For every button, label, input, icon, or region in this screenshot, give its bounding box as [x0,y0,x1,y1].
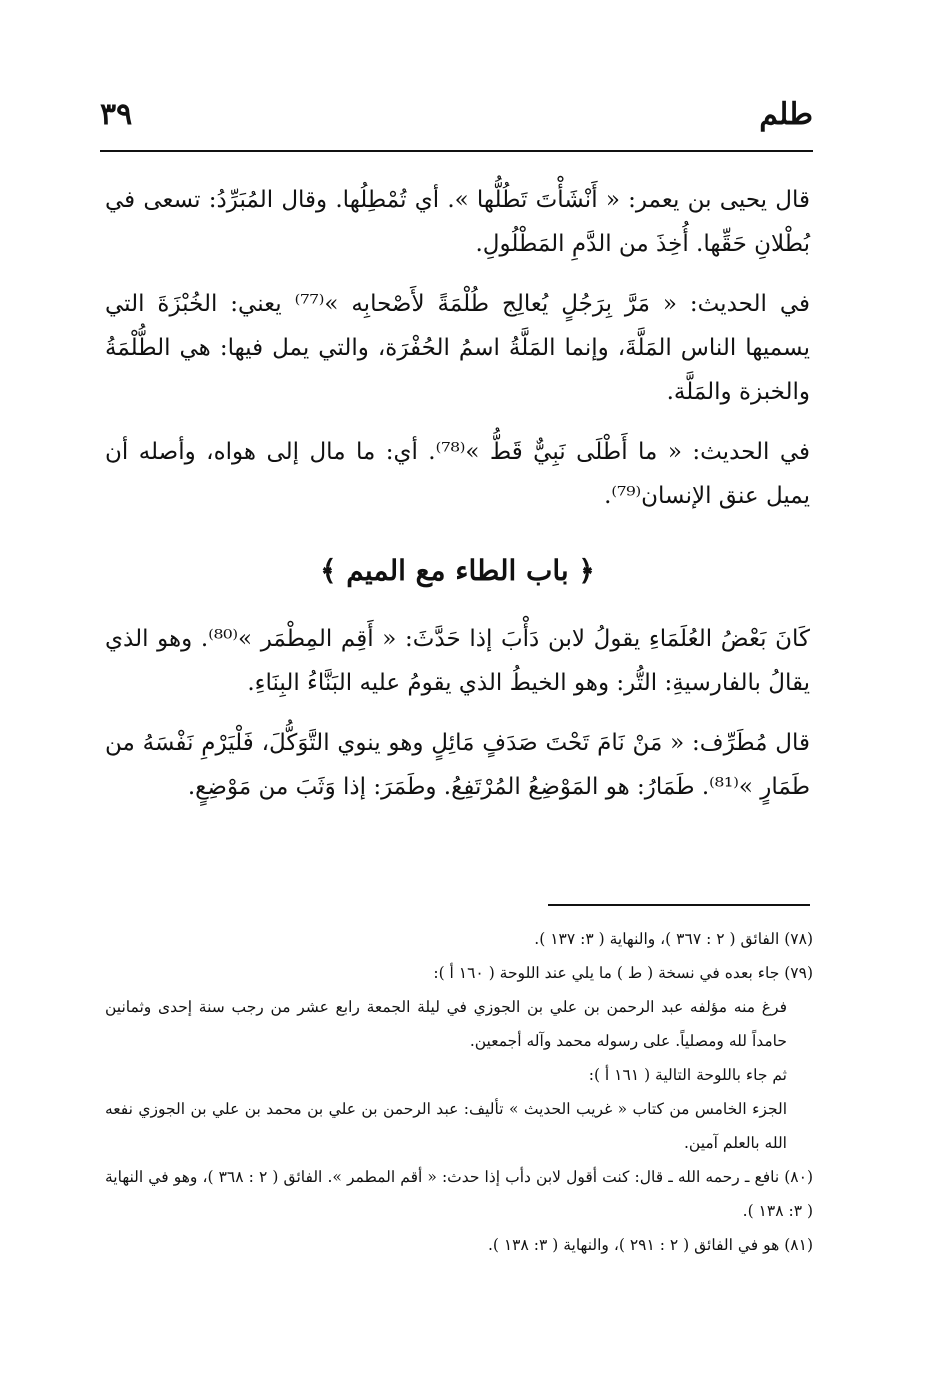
footnote-quote: فرغ منه مؤلفه عبد الرحمن بن علي بن الجوزي في ليلة الجمعة رابع عشر من رجب سنة إحدى وثمانين حامداً لله ومصلياً. على رسوله محمد وآله أجمعين. [105,998,787,1050]
footnote: (٧٨) الفائق ( ٢ : ٣٦٧ )، والنهاية ( ٣: ١٣٧ ). [534,930,813,948]
footnote: (٧٩) جاء بعده في نسخة ( ط ) ما يلي عند اللوحة ( ١٦٠ أ ): [433,964,813,982]
footnote-quote: الجزء الخامس من كتاب « غريب الحديث » تأليف: عبد الرحمن بن علي بن محمد بن علي بن الجوزي نفعه الله بالعلم آمين. [105,1100,787,1152]
section-title: ﴿ باب الطاء مع الميم ﴾ [320,554,595,587]
page-number: ٣٩ [100,96,133,132]
paragraph: في الحديث: « مَرَّ بِرَجُلٍ يُعالِج طُلْمَةً لأَصْحابِه »⁽⁷⁷⁾ يعني: الخُبْزَةَ التي يسميها الناس المَلَّةَ، وإنما المَلَّةُ اسمُ الحُفْرَة، والتي يمل فيها: هي الطُّلْمَةُ والخبزة والمَلَّة. [105,291,810,405]
footnote: (٨٠) نافع ـ رحمه الله ـ قال: كنت أقول لابن دأب إذا حدث: « أقم المطمر ». الفائق ( ٢ : ٣٦٨ )، وهو في النهاية ( ٣: ١٣٨ ). [105,1168,814,1220]
running-header [100,88,813,140]
footnote: (٨١) هو في الفائق ( ٢ : ٢٩١ )، والنهاية ( ٣: ١٣٨ ). [487,1236,813,1254]
paragraph: قال مُطَرِّف: « مَنْ نَامَ تَحْتَ صَدَفٍ مَائِلٍ وهو ينوي التَّوَكُّلَ، فَلْيَرْمِ نَفْسَهُ من طَمَارٍ »⁽⁸¹⁾. طَمَارُ: هو المَوْضِعُ المُرْتَفِعُ. وطَمَرَ: إذا وَثَبَ من مَوْضِعٍ. [105,730,810,800]
footnote-rule [548,904,810,906]
header-rule [100,150,813,152]
paragraph: كَانَ بَعْضُ العُلَمَاءِ يقولُ لابن دَأْبَ إذا حَدَّثَ: « أَقِم المِطْمَر »⁽⁸⁰⁾. وهو الذي يقالُ بالفارسيةِ: التُّر: وهو الخيطُ الذي يقومُ عليه البَنَّاءُ البِنَاءِ. [105,626,810,696]
header-title: طلم [759,96,813,132]
paragraph: في الحديث: « ما أَطْلَى نَبِيٌّ قَطُّ »⁽⁷⁸⁾. أي: ما مال إلى هواه، وأصله أن يميل عنق الإنسان⁽⁷⁹⁾. [105,439,810,509]
footnotes [105,922,813,1262]
main-text [105,178,810,825]
paragraph: قال يحيى بن يعمر: « أَنْشَأْتَ تَطُلُّها ». أي تُمْطِلُها. وقال المُبَرِّدُ: تسعى في بُطْلانِ حَقِّها. أُخِذَ من الدَّمِ المَطْلُولِ. [105,187,810,257]
footnote-quote: ثم جاء باللوحة التالية ( ١٦١ أ ): [588,1066,787,1084]
